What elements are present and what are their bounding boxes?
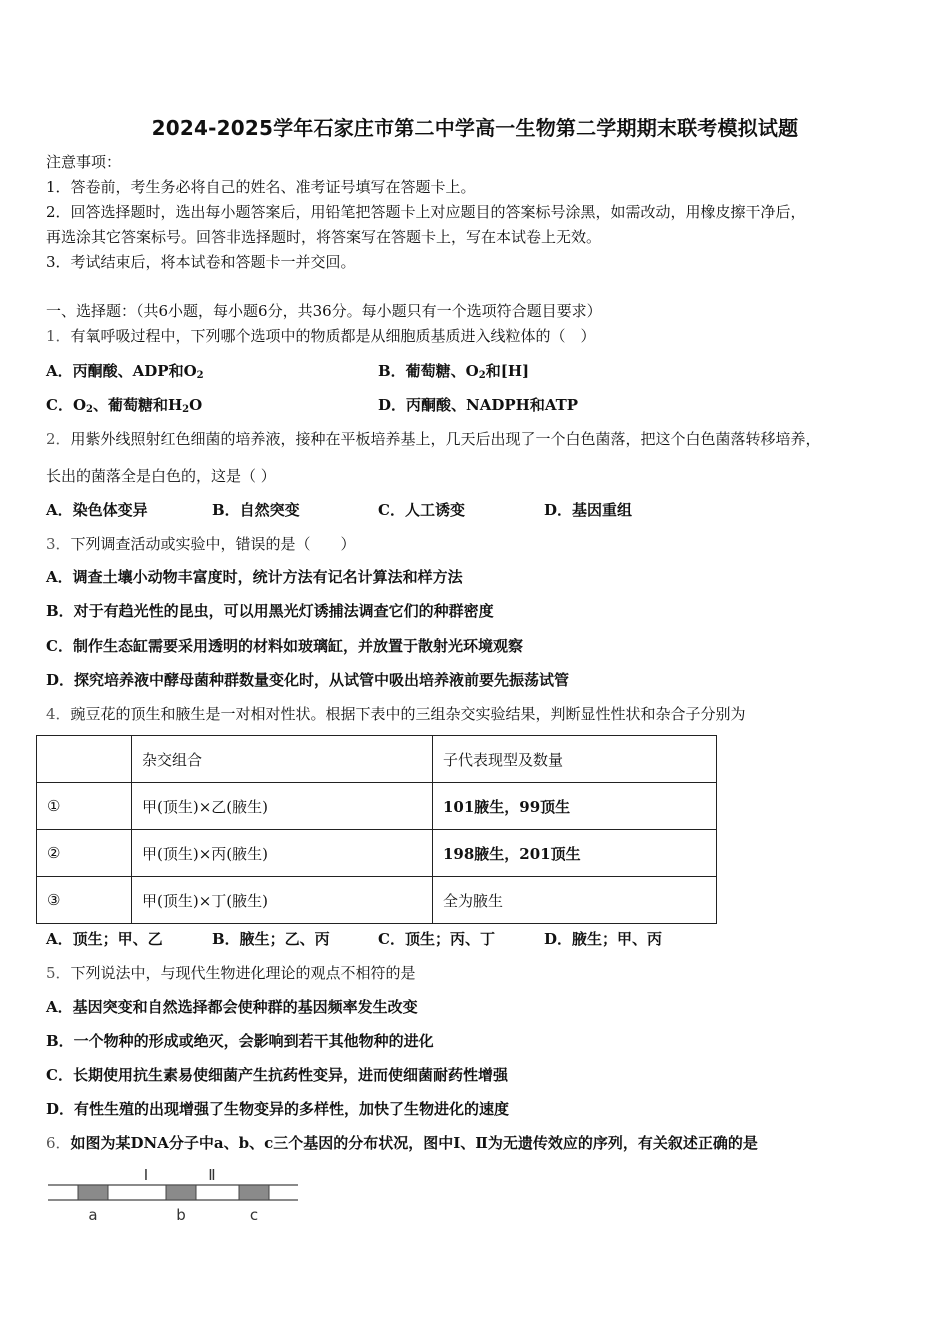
table-cell: 全为腋生	[433, 877, 717, 924]
q5-option-d[interactable]: D．有性生殖的出现增强了生物变异的多样性，加快了生物进化的速度	[46, 1100, 510, 1118]
question-number: 1．	[46, 327, 71, 345]
question-6	[46, 1134, 758, 1152]
option-text: C．O	[46, 396, 87, 414]
q3-option-d[interactable]: D．探究培养液中酵母菌种群数量变化时，从试管中吸出培养液前要先振荡试管	[46, 671, 570, 689]
question-number: 2．	[46, 430, 71, 448]
question-3	[46, 535, 356, 553]
question-1	[46, 327, 596, 345]
question-number: 4．	[46, 705, 71, 723]
q5-option-b[interactable]: B．一个物种的形成或绝灭，会影响到若干其他物种的进化	[46, 1032, 434, 1050]
question-2-cont: 长出的菌落全是白色的，这是（ ）	[46, 467, 276, 485]
table-cell: ③	[37, 877, 132, 924]
label-gene-b: b	[176, 1206, 186, 1224]
gene-c-segment	[239, 1185, 269, 1200]
table-cell: 甲(顶生)×丁(腋生)	[132, 877, 433, 924]
option-text: A．丙酮酸、ADP和O	[46, 362, 197, 380]
q1-option-c[interactable]	[46, 396, 202, 419]
table-row	[37, 830, 717, 877]
q4-option-c[interactable]: C．顶生；丙、丁	[378, 930, 495, 948]
table-header-cell	[37, 736, 132, 783]
question-2	[46, 430, 821, 448]
gene-b-segment	[166, 1185, 196, 1200]
dna-gene-diagram	[46, 1160, 306, 1230]
table-cell: ②	[37, 830, 132, 877]
subscript: 2	[478, 370, 486, 381]
table-cell: 198腋生，201顶生	[433, 830, 717, 877]
table-row	[37, 877, 717, 924]
table-header-row	[37, 736, 717, 783]
q2-option-c[interactable]: C．人工诱变	[378, 501, 465, 519]
option-text: B．葡萄糖、O	[378, 362, 479, 380]
section-heading: 一、选择题：（共6小题，每小题6分，共36分。每小题只有一个选项符合题目要求）	[46, 302, 602, 320]
q3-option-a[interactable]: A．调查土壤小动物丰富度时，统计方法有记名计算法和样方法	[46, 568, 463, 586]
subscript: 2	[182, 404, 190, 415]
q1-option-b[interactable]	[378, 362, 529, 385]
notice-item-2b: 再选涂其它答案标号。回答非选择题时，将答案写在答题卡上，写在本试卷上无效。	[46, 228, 602, 246]
q2-option-a[interactable]: A．染色体变异	[46, 501, 148, 519]
question-number: 3．	[46, 535, 71, 553]
q3-option-b[interactable]: B．对于有趋光性的昆虫，可以用黑光灯诱捕法调查它们的种群密度	[46, 602, 494, 620]
question-stem: 有氧呼吸过程中，下列哪个选项中的物质都是从细胞质基质进入线粒体的（ ）	[70, 327, 596, 345]
notice-heading: 注意事项：	[46, 153, 122, 171]
question-stem: 下列调查活动或实验中，错误的是（ ）	[70, 535, 356, 553]
question-stem: 用紫外线照射红色细菌的培养液，接种在平板培养基上，几天后出现了一个白色菌落，把这个白色菌落转移培养，	[70, 430, 821, 448]
q5-option-c[interactable]: C．长期使用抗生素易使细菌产生抗药性变异，进而使细菌耐药性增强	[46, 1066, 508, 1084]
question-4	[46, 705, 746, 723]
notice-item-3: 3．考试结束后，将本试卷和答题卡一并交回。	[46, 253, 356, 271]
notice-item-1: 1．答卷前，考生务必将自己的姓名、准考证号填写在答题卡上。	[46, 178, 476, 196]
table-header-cell: 杂交组合	[132, 736, 433, 783]
table-cell: 甲(顶生)×乙(腋生)	[132, 783, 433, 830]
q2-option-b[interactable]: B．自然突变	[212, 501, 300, 519]
label-gene-c: c	[249, 1206, 259, 1224]
cross-results-table	[36, 735, 717, 924]
q2-option-d[interactable]: D．基因重组	[544, 501, 633, 519]
label-region-2: Ⅱ	[208, 1166, 216, 1184]
q1-option-d[interactable]	[378, 396, 578, 414]
q4-option-a[interactable]: A．顶生；甲、乙	[46, 930, 163, 948]
option-text: 和[H]	[485, 362, 530, 380]
q5-option-a[interactable]: A．基因突变和自然选择都会使种群的基因频率发生改变	[46, 998, 418, 1016]
gene-a-segment	[78, 1185, 108, 1200]
q4-option-d[interactable]: D．腋生；甲、丙	[544, 930, 663, 948]
option-text: O	[189, 396, 203, 414]
question-number: 6．	[46, 1134, 71, 1152]
table-cell: ①	[37, 783, 132, 830]
question-stem: 豌豆花的顶生和腋生是一对相对性状。根据下表中的三组杂交实验结果，判断显性性状和杂合子分别为	[70, 705, 746, 723]
question-number: 5．	[46, 964, 71, 982]
notice-item-2a: 2．回答选择题时，选出每小题答案后，用铅笔把答题卡上对应题目的答案标号涂黑，如需改动，用橡皮擦干净后，	[46, 203, 806, 221]
table-row	[37, 783, 717, 830]
subscript: 2	[196, 370, 204, 381]
exam-title: 2024-2025学年石家庄市第二中学高一生物第二学期期末联考模拟试题	[151, 116, 799, 140]
table-cell: 101腋生，99顶生	[433, 783, 717, 830]
question-stem: 如图为某DNA分子中a、b、c三个基因的分布状况，图中Ⅰ、Ⅱ为无遗传效应的序列，有关叙述正确的是	[70, 1134, 758, 1152]
table-cell: 甲(顶生)×丙(腋生)	[132, 830, 433, 877]
q4-option-b[interactable]: B．腋生；乙、丙	[212, 930, 330, 948]
option-text: 、葡萄糖和H	[92, 396, 183, 414]
option-text: D．丙酮酸、NADPH和ATP	[378, 396, 579, 414]
subscript: 2	[86, 404, 93, 415]
table-header-cell: 子代表现型及数量	[433, 736, 717, 783]
q3-option-c[interactable]: C．制作生态缸需要采用透明的材料如玻璃缸，并放置于散射光环境观察	[46, 637, 523, 655]
label-gene-a: a	[88, 1206, 98, 1224]
label-region-1: Ⅰ	[143, 1166, 149, 1184]
question-5	[46, 964, 416, 982]
q1-option-a[interactable]	[46, 362, 204, 385]
question-stem: 下列说法中，与现代生物进化理论的观点不相符的是	[70, 964, 416, 982]
